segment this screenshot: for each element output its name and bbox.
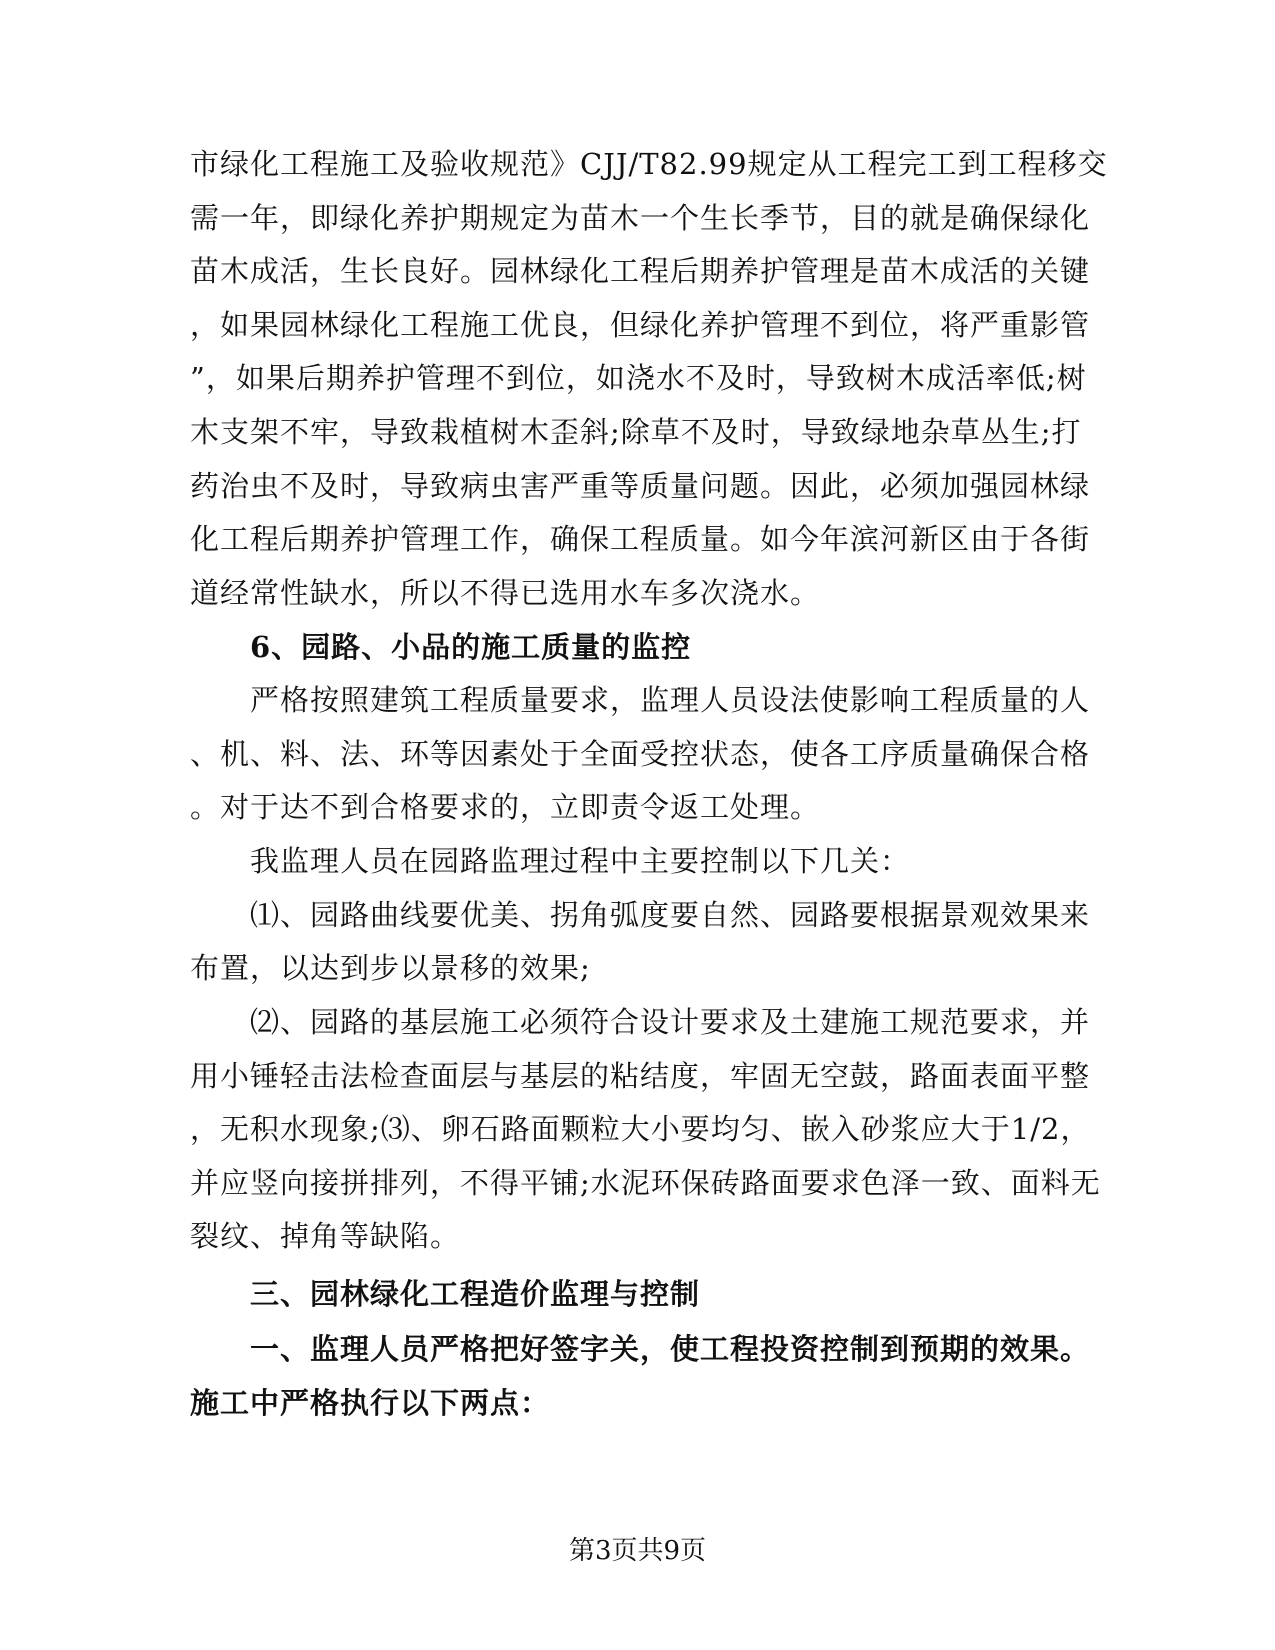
body-text-line: 药治虫不及时，导致病虫害严重等质量问题。因此，必须加强园林绿 <box>190 469 1091 503</box>
body-text-line: 市绿化工程施工及验收规范》CJJ/T82.99规定从工程完工到工程移交 <box>190 147 1108 181</box>
list-item-line: 布置，以达到步以景移的效果; <box>190 951 591 985</box>
body-text-line: 严格按照建筑工程质量要求，监理人员设法使影响工程质量的人 <box>250 683 1091 717</box>
body-text-line: 道经常性缺水，所以不得已选用水车多次浇水。 <box>190 576 821 610</box>
list-item-line: ⑴、园路曲线要优美、拐角弧度要自然、园路要根据景观效果来 <box>250 898 1091 932</box>
body-text-line: ”，如果后期养护管理不到位，如浇水不及时，导致树木成活率低;树 <box>190 361 1087 395</box>
body-text-line: 需一年，即绿化养护期规定为苗木一个生长季节，目的就是确保绿化 <box>190 201 1091 235</box>
body-text-line: ，如果园林绿化工程施工优良，但绿化养护管理不到位，将严重影管 <box>190 308 1091 342</box>
list-item-line: ⑵、园路的基层施工必须符合设计要求及土建施工规范要求，并 <box>250 1005 1091 1039</box>
list-item-line: 裂纹、掉角等缺陷。 <box>190 1219 461 1253</box>
section-heading: 三、园林绿化工程造价监理与控制 <box>250 1277 701 1311</box>
list-item-line: ，无积水现象;⑶、卵石路面颗粒大小要均匀、嵌入砂浆应大于1/2， <box>190 1112 1091 1146</box>
list-item-line: 并应竖向接拼排列，不得平铺;水泥环保砖路面要求色泽一致、面料无 <box>190 1166 1101 1200</box>
list-item-line: 用小锤轻击法检查面层与基层的粘结度，牢固无空鼓，路面表面平整 <box>190 1059 1091 1093</box>
subsection-heading: 施工中严格执行以下两点： <box>190 1386 551 1420</box>
body-text-line: 我监理人员在园路监理过程中主要控制以下几关： <box>250 844 911 878</box>
subsection-heading: 一、监理人员严格把好签字关，使工程投资控制到预期的效果。 <box>250 1332 1091 1366</box>
body-text-line: 化工程后期养护管理工作，确保工程质量。如今年滨河新区由于各街 <box>190 522 1091 556</box>
section-heading: 6、园路、小品的施工质量的监控 <box>250 630 692 664</box>
body-text-line: 。对于达不到合格要求的，立即责令返工处理。 <box>190 790 821 824</box>
page-number-footer: 第3页共9页 <box>568 1536 707 1566</box>
body-text-line: 木支架不牢，导致栽植树木歪斜;除草不及时，导致绿地杂草丛生;打 <box>190 415 1082 449</box>
body-text-line: 苗木成活，生长良好。园林绿化工程后期养护管理是苗木成活的关键 <box>190 254 1091 288</box>
body-text-line: 、机、料、法、环等因素处于全面受控状态，使各工序质量确保合格 <box>190 737 1091 771</box>
